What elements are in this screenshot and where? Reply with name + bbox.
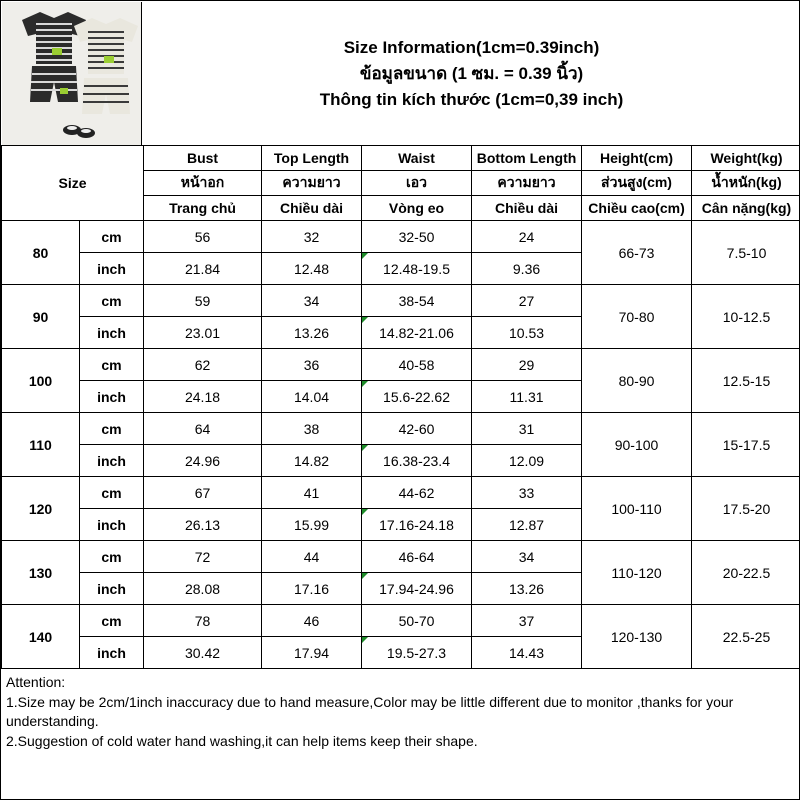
- title-vietnamese: Thông tin kích thước (1cm=0,39 inch): [319, 90, 624, 109]
- size-value: 140: [2, 605, 80, 669]
- unit-label: cm: [80, 541, 144, 573]
- measure-cell: 32: [262, 221, 362, 253]
- measure-cell: 26.13: [144, 509, 262, 541]
- height-value: 120-130: [582, 605, 692, 669]
- header-row-en: [2, 146, 800, 171]
- measure-cell: 24.96: [144, 445, 262, 477]
- measure-cell: 17.16-24.18: [362, 509, 472, 541]
- measure-cell: 23.01: [144, 317, 262, 349]
- product-photo: [2, 2, 142, 145]
- measure-cell: 41: [262, 477, 362, 509]
- attention-notes: [2, 671, 798, 799]
- unit-label: inch: [80, 637, 144, 669]
- measure-cell: 34: [472, 541, 582, 573]
- title-english: Size Information(1cm=0.39inch): [343, 38, 600, 57]
- measure-cell: 38-54: [362, 285, 472, 317]
- measure-cell: 59: [144, 285, 262, 317]
- measure-cell: 67: [144, 477, 262, 509]
- unit-label: cm: [80, 605, 144, 637]
- column-header-vi: Chiều dài: [472, 196, 582, 221]
- column-header-th: ส่วนสูง(cm): [582, 171, 692, 196]
- column-header-en: Weight(kg): [692, 146, 800, 171]
- measure-cell: 12.48-19.5: [362, 253, 472, 285]
- measure-cell: 62: [144, 349, 262, 381]
- measure-cell: 17.16: [262, 573, 362, 605]
- measure-cell: 28.08: [144, 573, 262, 605]
- column-header-vi: Vòng eo: [362, 196, 472, 221]
- measure-cell: 29: [472, 349, 582, 381]
- height-value: 66-73: [582, 221, 692, 285]
- measure-cell: 21.84: [144, 253, 262, 285]
- measure-cell: 10.53: [472, 317, 582, 349]
- column-header-th: เอว: [362, 171, 472, 196]
- product-photo-icon: [2, 2, 142, 145]
- measure-cell: 24.18: [144, 381, 262, 413]
- height-value: 80-90: [582, 349, 692, 413]
- size-value: 80: [2, 221, 80, 285]
- weight-value: 20-22.5: [692, 541, 800, 605]
- measure-cell: 46: [262, 605, 362, 637]
- weight-value: 7.5-10: [692, 221, 800, 285]
- column-header-th: ความยาว: [262, 171, 362, 196]
- weight-value: 17.5-20: [692, 477, 800, 541]
- measure-cell: 50-70: [362, 605, 472, 637]
- table-row: [2, 221, 800, 253]
- measure-cell: 40-58: [362, 349, 472, 381]
- measure-cell: 13.26: [262, 317, 362, 349]
- measure-cell: 30.42: [144, 637, 262, 669]
- measure-cell: 13.26: [472, 573, 582, 605]
- notes-line-1: 1.Size may be 2cm/1inch inaccuracy due to hand measure,Color may be little different due to monitor ,thanks for your understanding.: [6, 693, 734, 729]
- measure-cell: 24: [472, 221, 582, 253]
- size-value: 120: [2, 477, 80, 541]
- unit-label: inch: [80, 509, 144, 541]
- measure-cell: 38: [262, 413, 362, 445]
- height-value: 110-120: [582, 541, 692, 605]
- table-row: [2, 605, 800, 637]
- measure-cell: 32-50: [362, 221, 472, 253]
- column-header-th: ความยาว: [472, 171, 582, 196]
- column-header-vi: Chiều cao(cm): [582, 196, 692, 221]
- notes-line-2: 2.Suggestion of cold water hand washing,it can help items keep their shape.: [6, 732, 478, 749]
- unit-label: inch: [80, 381, 144, 413]
- measure-cell: 12.09: [472, 445, 582, 477]
- weight-value: 22.5-25: [692, 605, 800, 669]
- column-header-vi: Chiều dài: [262, 196, 362, 221]
- unit-label: inch: [80, 317, 144, 349]
- size-table: [1, 145, 800, 669]
- unit-label: cm: [80, 221, 144, 253]
- size-value: 90: [2, 285, 80, 349]
- measure-cell: 27: [472, 285, 582, 317]
- size-header: Size: [2, 146, 144, 221]
- measure-cell: 19.5-27.3: [362, 637, 472, 669]
- column-header-th: น้ำหนัก(kg): [692, 171, 800, 196]
- notes-heading: Attention:: [6, 674, 66, 690]
- table-row: [2, 413, 800, 445]
- column-header-en: Waist: [362, 146, 472, 171]
- measure-cell: 17.94: [262, 637, 362, 669]
- measure-cell: 72: [144, 541, 262, 573]
- measure-cell: 64: [144, 413, 262, 445]
- column-header-vi: Cân nặng(kg): [692, 196, 800, 221]
- measure-cell: 14.82-21.06: [362, 317, 472, 349]
- measure-cell: 46-64: [362, 541, 472, 573]
- weight-value: 10-12.5: [692, 285, 800, 349]
- height-value: 100-110: [582, 477, 692, 541]
- unit-label: inch: [80, 445, 144, 477]
- measure-cell: 14.43: [472, 637, 582, 669]
- size-value: 100: [2, 349, 80, 413]
- weight-value: 12.5-15: [692, 349, 800, 413]
- column-header-en: Bottom Length: [472, 146, 582, 171]
- measure-cell: 31: [472, 413, 582, 445]
- column-header-th: หน้าอก: [144, 171, 262, 196]
- measure-cell: 14.04: [262, 381, 362, 413]
- unit-label: cm: [80, 477, 144, 509]
- column-header-en: Bust: [144, 146, 262, 171]
- measure-cell: 42-60: [362, 413, 472, 445]
- height-value: 70-80: [582, 285, 692, 349]
- column-header-vi: Trang chủ: [144, 196, 262, 221]
- unit-label: cm: [80, 349, 144, 381]
- size-information-title: [143, 2, 800, 145]
- measure-cell: 12.48: [262, 253, 362, 285]
- column-header-en: Height(cm): [582, 146, 692, 171]
- unit-label: cm: [80, 285, 144, 317]
- size-value: 110: [2, 413, 80, 477]
- measure-cell: 36: [262, 349, 362, 381]
- title-thai: ข้อมูลขนาด (1 ซม. = 0.39 นิ้ว): [359, 64, 584, 83]
- unit-label: inch: [80, 253, 144, 285]
- table-row: [2, 285, 800, 317]
- measure-cell: 44: [262, 541, 362, 573]
- measure-cell: 33: [472, 477, 582, 509]
- measure-cell: 78: [144, 605, 262, 637]
- column-header-en: Top Length: [262, 146, 362, 171]
- measure-cell: 34: [262, 285, 362, 317]
- measure-cell: 12.87: [472, 509, 582, 541]
- measure-cell: 44-62: [362, 477, 472, 509]
- measure-cell: 9.36: [472, 253, 582, 285]
- table-row: [2, 349, 800, 381]
- measure-cell: 11.31: [472, 381, 582, 413]
- measure-cell: 16.38-23.4: [362, 445, 472, 477]
- height-value: 90-100: [582, 413, 692, 477]
- measure-cell: 37: [472, 605, 582, 637]
- table-row: [2, 541, 800, 573]
- measure-cell: 15.99: [262, 509, 362, 541]
- unit-label: cm: [80, 413, 144, 445]
- measure-cell: 14.82: [262, 445, 362, 477]
- measure-cell: 15.6-22.62: [362, 381, 472, 413]
- measure-cell: 17.94-24.96: [362, 573, 472, 605]
- unit-label: inch: [80, 573, 144, 605]
- size-value: 130: [2, 541, 80, 605]
- measure-cell: 56: [144, 221, 262, 253]
- weight-value: 15-17.5: [692, 413, 800, 477]
- table-row: [2, 477, 800, 509]
